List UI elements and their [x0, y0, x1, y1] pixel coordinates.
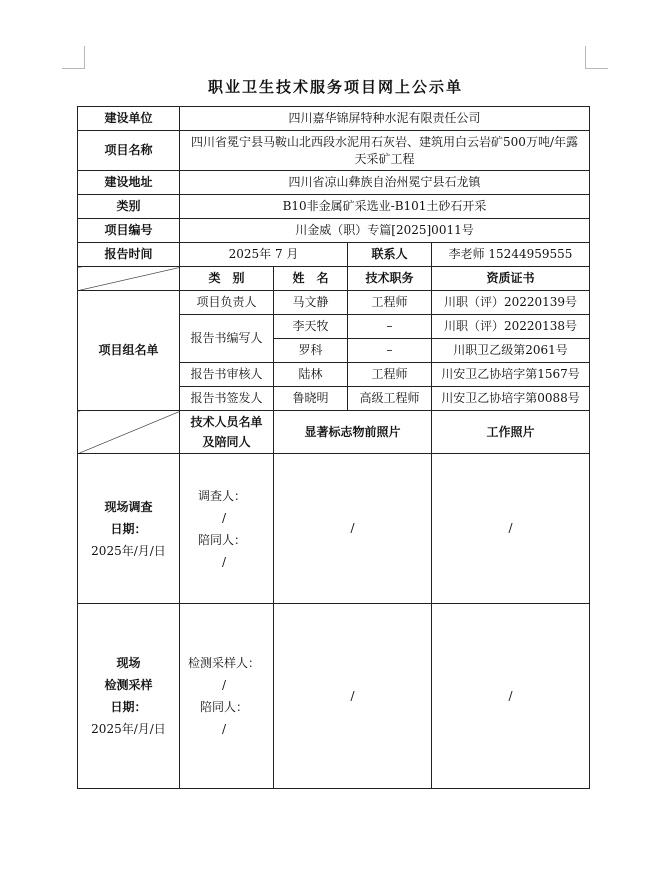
reviewer-role: 报告书审核人 [180, 363, 274, 387]
address-label: 建设地址 [78, 171, 180, 195]
corner-mark-top-right [585, 46, 608, 69]
reviewer-cert: 川安卫乙协培字第1567号 [432, 363, 590, 387]
issuer-title: 高级工程师 [348, 387, 432, 411]
survey-label-1: 现场调查 [104, 499, 153, 514]
disclosure-table [77, 106, 590, 789]
sampling-work-photo: / [432, 604, 590, 789]
category-label: 类别 [78, 195, 180, 219]
category-value: B10非金属矿采选业-B101土砂石开采 [180, 195, 590, 219]
sampler-value: / [222, 678, 227, 692]
survey-label-cell [78, 454, 180, 604]
number-value: 川金威（职）专篇[2025]0011号 [180, 219, 590, 243]
survey-staff-cell [180, 454, 274, 604]
diagonal-cell [78, 411, 180, 454]
team-header-title: 技术职务 [348, 267, 432, 291]
team-header-row [78, 267, 590, 291]
staff-header-line-2: 及陪同人 [202, 435, 251, 449]
writer-2-name: 罗科 [274, 339, 348, 363]
row-category [78, 195, 590, 219]
report-time-value: 2025年 7 月 [180, 243, 348, 267]
sampling-companion-label: 陪同人： [200, 700, 249, 714]
sampling-landmark-photo: / [274, 604, 432, 789]
sampling-date: 2025年/月/日 [91, 722, 166, 736]
survey-row [78, 454, 590, 604]
photo-header-row [78, 411, 590, 454]
writer-1-cert: 川职（评）20220138号 [432, 315, 590, 339]
work-photo-header: 工作照片 [432, 411, 590, 454]
reviewer-title: 工程师 [348, 363, 432, 387]
leader-name: 马文静 [274, 291, 348, 315]
number-label: 项目编号 [78, 219, 180, 243]
sampling-staff-cell [180, 604, 274, 789]
issuer-cert: 川安卫乙协培字第0088号 [432, 387, 590, 411]
survey-date: 2025年/月/日 [91, 543, 166, 558]
leader-role: 项目负责人 [180, 291, 274, 315]
sampler-label: 检测采样人： [188, 656, 261, 670]
survey-landmark-photo: / [274, 454, 432, 604]
row-unit [78, 107, 590, 131]
leader-title: 工程师 [348, 291, 432, 315]
team-label: 项目组名单 [78, 291, 180, 411]
staff-header-line-1: 技术人员名单 [190, 415, 263, 429]
surveyor-label: 调查人： [198, 488, 247, 503]
team-header-cert: 资质证书 [432, 267, 590, 291]
writer-1-name: 李天牧 [274, 315, 348, 339]
corner-mark-top-left [62, 46, 85, 69]
landmark-photo-header: 显著标志物前照片 [274, 411, 432, 454]
sampling-row [78, 604, 590, 789]
sampling-label-cell [78, 604, 180, 789]
team-header-category: 类 别 [180, 267, 274, 291]
survey-label-2: 日期： [110, 521, 147, 536]
writer-2-cert: 川职卫乙级第2061号 [432, 339, 590, 363]
sampling-label-1: 现场 [116, 656, 141, 670]
sampling-label-3: 日期： [110, 700, 147, 714]
report-time-label: 报告时间 [78, 243, 180, 267]
sampling-label-2: 检测采样 [104, 678, 153, 692]
writer-2-title: – [348, 339, 432, 363]
writer-role: 报告书编写人 [180, 315, 274, 363]
survey-companion-label: 陪同人： [198, 532, 247, 547]
writer-1-title: – [348, 315, 432, 339]
page-title: 职业卫生技术服务项目网上公示单 [207, 78, 463, 96]
row-report-time [78, 243, 590, 267]
team-row-leader [78, 291, 590, 315]
project-label: 项目名称 [78, 131, 180, 171]
reviewer-name: 陆林 [274, 363, 348, 387]
survey-work-photo: / [432, 454, 590, 604]
leader-cert: 川职（评）20220139号 [432, 291, 590, 315]
team-header-name: 姓 名 [274, 267, 348, 291]
address-value: 四川省凉山彝族自治州冕宁县石龙镇 [180, 171, 590, 195]
project-value: 四川省冕宁县马鞍山北西段水泥用石灰岩、建筑用白云岩矿500万吨/年露天采矿工程 [180, 131, 590, 171]
sampling-companion-value: / [222, 722, 227, 736]
row-number [78, 219, 590, 243]
unit-value: 四川嘉华锦屏特种水泥有限责任公司 [180, 107, 590, 131]
contact-value: 李老师 15244959555 [432, 243, 590, 267]
contact-label: 联系人 [348, 243, 432, 267]
issuer-role: 报告书签发人 [180, 387, 274, 411]
surveyor-value: / [222, 510, 227, 525]
unit-label: 建设单位 [78, 107, 180, 131]
row-address [78, 171, 590, 195]
diagonal-cell [78, 267, 180, 291]
staff-header [180, 411, 274, 454]
row-project [78, 131, 590, 171]
survey-companion-value: / [222, 554, 227, 569]
issuer-name: 鲁晓明 [274, 387, 348, 411]
